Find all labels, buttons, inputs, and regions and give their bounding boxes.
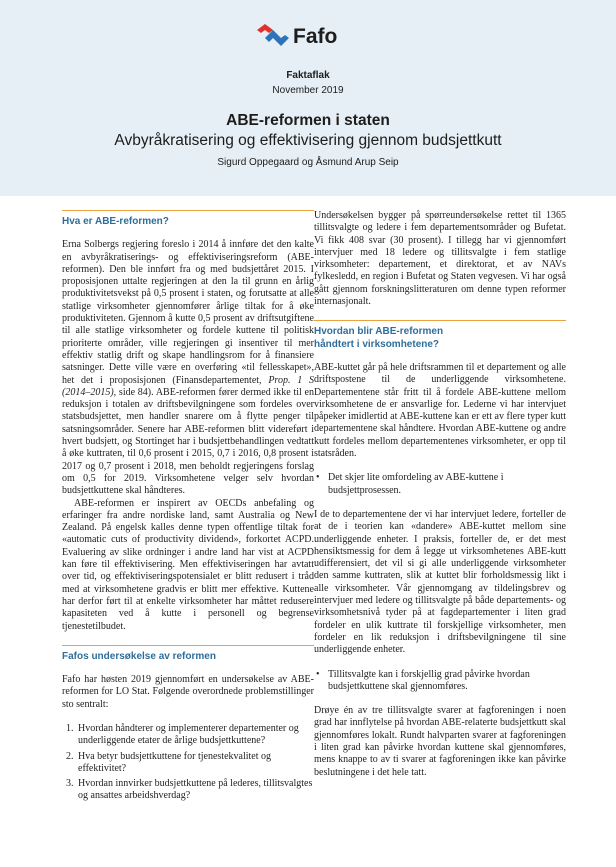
left-column xyxy=(62,210,314,806)
paragraph-method: Undersøkelsen bygger på spørreundersøkelse rettet til 1365 tillitsvalgte og ledere i fem departementsområder og Bufetat. Vi fikk 408 svar (30 prosent). I tillegg har vi gjennomført intervjuer med 18 ledere og tillitsvalgte i fem statlige virksomheter: departement, et direktorat, et av NAVs fylkesledd, en region i Bufetat og Staten vegvesen. Vi har også gått gjennom forskningslitteraturen om denne typen reformer internasjonalt. xyxy=(314,210,566,308)
section-heading-line: håndtert i virksomhetene? xyxy=(314,338,440,350)
spacer xyxy=(314,308,566,320)
finding-bullet-list xyxy=(314,472,566,497)
paragraph-cut-scope: ABE-kuttet går på hele driftsrammen til et departement og alle driftspostene til de underliggende virksomhetene. Departementene står fritt til å fordele ABE-kuttene mellom virksomhetene de er ansvarlige for. Lederne vi har intervjuet påpeker imidlertid at ABE-kuttene kan er ett av flere typer kutt departementene skal håndtere. Hvordan ABE-kuttene og andre kutt fordeles mellom departementenes virksomheter, er opp til statsråden. xyxy=(314,361,566,460)
section-heading-fafo-study: Fafos undersøkelse av reformen xyxy=(62,645,314,663)
page-subtitle: Avbyråkratisering og effektivisering gjennom budsjettkutt xyxy=(114,132,502,149)
publication-date: November 2019 xyxy=(272,85,344,96)
logo-wordmark: Fafo xyxy=(293,25,338,48)
right-column xyxy=(314,210,566,779)
page-title: ABE-reformen i staten xyxy=(226,112,390,129)
spacer xyxy=(314,497,566,509)
spacer xyxy=(62,711,314,723)
paragraph-intro xyxy=(62,239,314,497)
section-heading-how-handled xyxy=(314,320,566,351)
reference-prop: Prop. 1 S (2014–2015) xyxy=(62,374,314,398)
list-item: 2. Hva betyr budsjettkuttene for tjenestekvalitet og effektivitet? xyxy=(76,751,314,776)
paragraph-intro-text: Erna Solbergs regjering foreslo i 2014 å innføre det den kalte en avbyråkratiserings- og effektiviseringsreform (ABE-reformen). Den ble innført fra og med budsjettåret 2015. I proposisjonen uttalte regjeringen at den la til grunn en årlig produktivitetsvekst på 0,5 prosent i staten, og forutsatte at alle statlige virksomheter gjennomfører årlige tiltak for å øke produktiviteten. Gjennom å kutte 0,5 prosent av driftsutgiftene til alle statlige virksomheter og fordele kuttene til politisk prioriterte områder, ville regjeringen gi insentiver til mer effektiv statlig drift og skape handlingsrom for å finansiere satsninger. Dette ville være en overføring «til fellesskapet», het det i proposisjonen (Finansdepartementet, xyxy=(62,239,314,386)
finding-bullet-list xyxy=(314,669,566,694)
paragraph-union-influence: Drøye én av tre tillitsvalgte svarer at fagforeningen i noen grad har innflytelse på hvordan ABE-relaterte budsjettkutt skal gjennomføres lokalt. Rundt halvparten svarer at fagforeningen i liten grad kan påvirke hvordan kuttene skal gjennomføres, mens knappe to av ti svarer at fagforeningen ikke kan påvirke beslutningene i det hele tatt. xyxy=(314,705,566,778)
section-heading-what-is: Hva er ABE-reformen? xyxy=(62,210,314,228)
fafo-logo xyxy=(255,24,365,50)
section-heading-line: Hvordan blir ABE-reformen xyxy=(314,326,444,338)
paragraph-study: Fafo har høsten 2019 gjennomført en undersøkelse av ABE-reformen for LO Stat. Følgende overordnede problemstillinger sto sentralt: xyxy=(62,674,314,710)
paragraph-intro-end: , side 84). ABE-reformen fører dermed ikke til en reduksjon i totalen av driftsbevilgningene som fordeles over statsbudsjettet, men handler snarere om å flytte penger til satsningsområder. Senere har ABE-reformen blitt videreført i hvert budsjett, og Stortinget har i budsjettbehandlingen vedtatt å øke kuttraten, til 0,6 prosent i 2015, 0,7 i 2016, 0,8 prosent i 2017 og 0,7 prosent i 2018, men beholdt regjeringens forslag om 0,5 for 2019. Virksomhetene velger selv hvordan budsjettkuttene skal håndteres. xyxy=(62,386,314,497)
spacer xyxy=(314,460,566,472)
list-item: 1. Hvordan håndterer og implementerer departementer og underliggende etater de årlige budsjettkuttene? xyxy=(76,723,314,748)
paragraph-departments: I de to departementene der vi har intervjuet ledere, forteller de at de i teorien kan «dandere» ABE-kuttet mellom sine underliggende enheter. I praksis, forteller de, er det mest hensiktsmessig for dem å legge ut virksomhetenes ABE-kutt udifferensiert, det vil si gi alle underliggende virksomheter den samme kuttraten, slik at kuttet blir forholdsmessig likt i alle virksomheter. Vår gjennomgang av tildelingsbrev og intervjuer med ledere og tillitsvalgte på både departements- og virksomhetsnivå tyder på at fagdepartementer i liten grad fordeler en ulik kuttrate til forskjellige virksomheter, men fordeler en lik reduksjon i driftsbevilgningene til sine underliggende enheter. xyxy=(314,508,566,656)
spacer xyxy=(314,657,566,669)
list-item: 3. Hvordan innvirker budsjettkuttene på lederes, tillitsvalgtes og ansattes arbeidshverdag? xyxy=(76,778,314,803)
finding-bullet: • Tillitsvalgte kan i forskjellig grad påvirke hvordan budsjettkuttene skal gjennomføres. xyxy=(328,669,566,694)
spacer xyxy=(314,693,566,705)
paragraph-oecd: ABE-reformen er inspirert av OECDs anbefaling og erfaringer fra andre nordiske land, samt Australia og New Zealand. På engelsk kalles denne typen offentlige tiltak for «automatic cuts of productivity dividend», forkortet ACPD. Evaluering av slike ordninger i andre land har vist at ACPD kan føre til effektivisering. Men effektiviseringen har avtatt over tid, og effektiviseringspotensialet er blitt redusert i tråd med at virksomhetene gradvis er blitt mer effektive. Kuttene har derfor ført til at enkelte virksomheter har måttet redusere kapasiteten ved å kutte i personell og begrense tjenestetilbudet. xyxy=(62,497,314,632)
fafo-logo-mark-icon xyxy=(255,24,289,50)
authors: Sigurd Oppegaard og Åsmund Arup Seip xyxy=(217,157,399,168)
research-questions-list xyxy=(62,723,314,803)
spacer xyxy=(62,633,314,645)
series-label: Faktaflak xyxy=(286,70,330,81)
logo-red-chevron xyxy=(257,24,273,33)
finding-bullet: • Det skjer lite omfordeling av ABE-kuttene i budsjettprosessen. xyxy=(328,472,566,497)
